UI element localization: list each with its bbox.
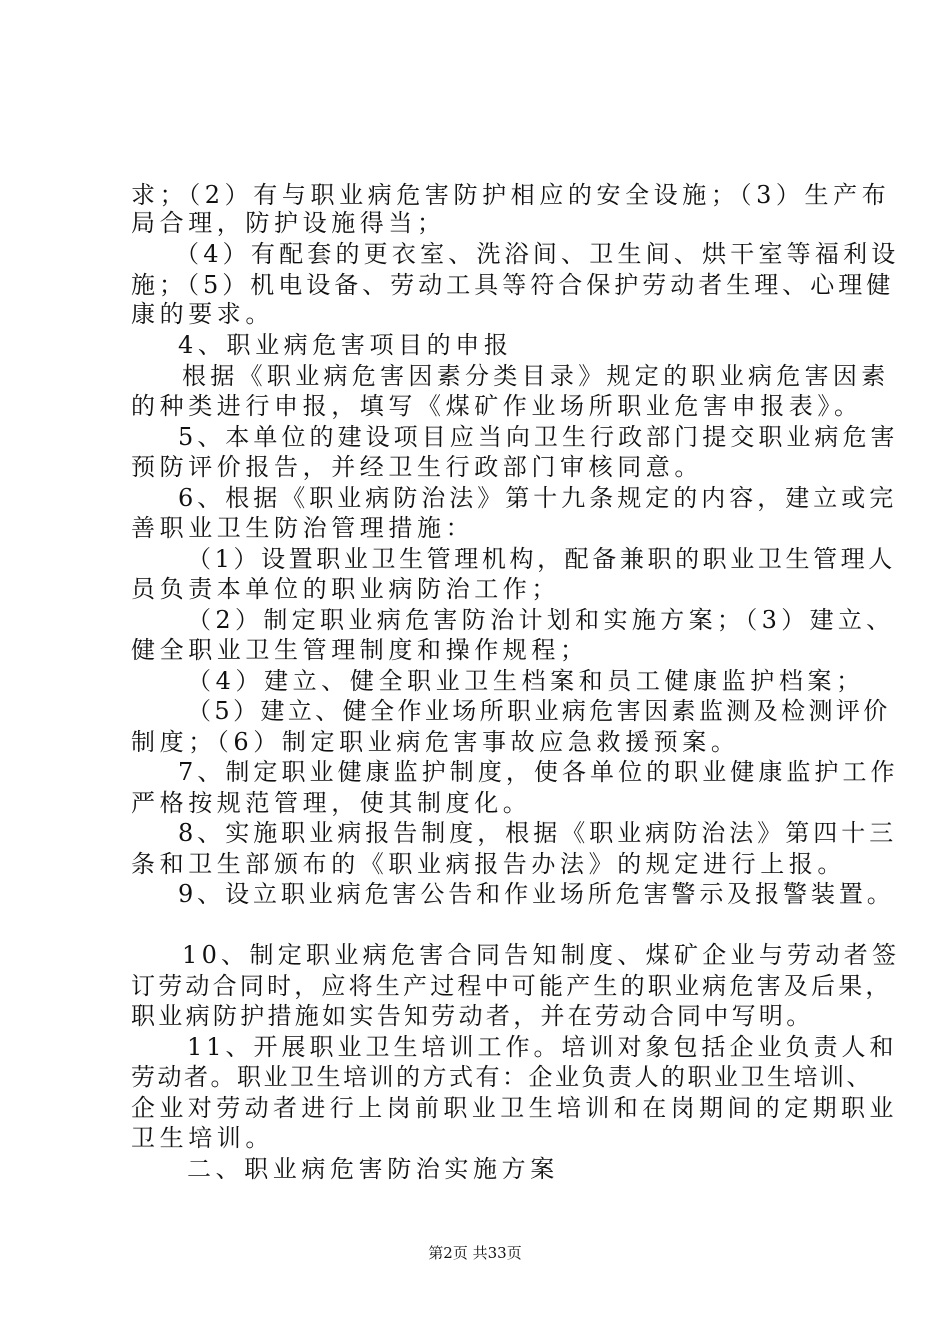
text-line: 7、制定职业健康监护制度，使各单位的职业健康监护工作 xyxy=(178,758,899,786)
text-line: （4）建立、健全职业卫生档案和员工健康监护档案； xyxy=(187,667,865,695)
text-line: 条和卫生部颁布的《职业病报告办法》的规定进行上报。 xyxy=(131,850,846,878)
text-line: 5、本单位的建设项目应当向卫生行政部门提交职业病危害 xyxy=(178,423,899,451)
text-line: 8、实施职业病报告制度，根据《职业病防治法》第四十三 xyxy=(178,819,898,847)
text-line: 康的要求。 xyxy=(131,300,274,328)
text-line: 局合理，防护设施得当； xyxy=(131,209,446,237)
text-line: 劳动者。职业卫生培训的方式有：企业负责人的职业卫生培训、 xyxy=(131,1063,873,1091)
text-line: 11、开展职业卫生培训工作。培训对象包括企业负责人和 xyxy=(187,1033,898,1061)
text-line: 员负责本单位的职业病防治工作； xyxy=(131,575,560,603)
text-line: 10、制定职业病危害合同告知制度、煤矿企业与劳动者签 xyxy=(182,941,901,969)
text-line: 订劳动合同时，应将生产过程中可能产生的职业病危害及后果， xyxy=(131,972,893,1000)
text-line: 善职业卫生防治管理措施： xyxy=(131,514,475,542)
text-line: 4、职业病危害项目的申报 xyxy=(178,331,513,359)
text-line: 制度；（6）制定职业病危害事故应急救援预案。 xyxy=(131,728,740,756)
text-line: 施；（5）机电设备、劳动工具等符合保护劳动者生理、心理健 xyxy=(131,271,895,299)
text-line: 严格按规范管理，使其制度化。 xyxy=(131,789,532,817)
text-line: （5）建立、健全作业场所职业病危害因素监测及检测评价 xyxy=(187,697,891,725)
text-line: （2）制定职业病危害防治计划和实施方案；（3）建立、 xyxy=(187,606,895,634)
text-line: 卫生培训。 xyxy=(131,1124,274,1152)
text-line: 健全职业卫生管理制度和操作规程； xyxy=(131,636,589,664)
text-line: 的种类进行申报，填写《煤矿作业场所职业危害申报表》。 xyxy=(131,392,863,420)
page-footer: 第2页 共33页 xyxy=(428,1244,522,1262)
text-line: 职业病防护措施如实告知劳动者，并在劳动合同中写明。 xyxy=(131,1002,814,1030)
text-line: 二、职业病危害防治实施方案 xyxy=(187,1155,559,1183)
text-line: 6、根据《职业病防治法》第十九条规定的内容，建立或完 xyxy=(178,484,898,512)
text-line: （1）设置职业卫生管理机构，配备兼职的职业卫生管理人 xyxy=(187,545,896,573)
text-line: 预防评价报告，并经卫生行政部门审核同意。 xyxy=(131,453,703,481)
text-line: 求；（2）有与职业病危害防护相应的安全设施；（3）生产布 xyxy=(131,181,891,209)
text-line: 根据《职业病危害因素分类目录》规定的职业病危害因素 xyxy=(182,362,890,390)
text-line: 9、设立职业病危害公告和作业场所危害警示及报警装置。 xyxy=(178,880,895,908)
text-line: （4）有配套的更衣室、洗浴间、卫生间、烘干室等福利设 xyxy=(175,240,900,268)
text-line: 企业对劳动者进行上岗前职业卫生培训和在岗期间的定期职业 xyxy=(131,1094,898,1122)
